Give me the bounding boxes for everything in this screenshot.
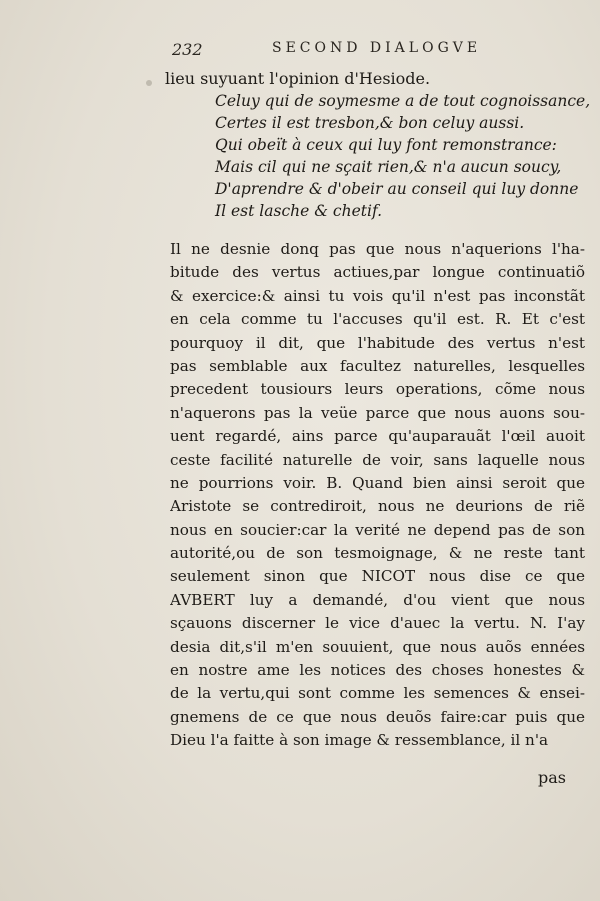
text-line: de la vertu,qui sont comme les semences & ensei- xyxy=(170,684,585,703)
text-line: bitude des vertus actiues,par longue continuatiõ xyxy=(170,263,585,282)
text-line: nous en soucier:car la verité ne depend pas de son xyxy=(170,520,585,539)
verse-line: Celuy qui de soymesme a de tout cognoissance, xyxy=(215,92,591,110)
text-line: AVBERT luy a demandé, d'ou vient que nous xyxy=(170,590,585,609)
text-line: sçauons discerner le vice d'auec la vertu. N. I'ay xyxy=(170,614,585,633)
verse-quotation xyxy=(165,68,591,222)
running-title: SECOND DIALOGVE xyxy=(272,40,482,56)
text-line: seulement sinon que NICOT nous dise ce que xyxy=(170,567,585,586)
text-line: ceste facilité naturelle de voir, sans laquelle nous xyxy=(170,450,585,469)
text-line: Il ne desnie donq pas que nous n'aquerions l'ha- xyxy=(170,240,585,258)
text-line: gnemens de ce que nous deuõs faire:car puis que xyxy=(170,707,585,726)
text-line: autorité,ou de son tesmoignage, & ne reste tant xyxy=(170,544,585,563)
text-line: en cela comme tu l'accuses qu'il est. R. Et c'est xyxy=(170,310,585,329)
verse-intro-line: lieu suyuant l'opinion d'Hesiode. xyxy=(165,69,431,88)
page-header xyxy=(172,38,512,60)
ink-mark xyxy=(146,80,152,86)
text-line: pourquoy il dit, que l'habitude des vertus n'est xyxy=(170,333,585,352)
text-line: en nostre ame les notices des choses honestes & xyxy=(170,661,585,680)
page-number: 232 xyxy=(172,40,203,59)
text-line: uent regardé, ains parce qu'auparauãt l'œil auoit xyxy=(170,427,585,446)
prose-body xyxy=(170,238,585,753)
verse-line: Certes il est tresbon,& bon celuy aussi. xyxy=(215,114,525,132)
catchword: pas xyxy=(538,768,566,787)
verse-line: Qui obeït à ceux qui luy font remonstrance: xyxy=(215,136,557,154)
text-line: Aristote se contrediroit, nous ne deurions de riẽ xyxy=(170,497,585,516)
text-line: desia dit,s'il m'en souuient, que nous auõs ennées xyxy=(170,637,585,656)
text-line: & exercice:& ainsi tu vois qu'il n'est pas inconstãt xyxy=(170,286,585,305)
text-line: Dieu l'a faitte à son image & ressemblance, il n'a xyxy=(170,731,549,750)
text-line: precedent tousiours leurs operations, cõme nous xyxy=(170,380,585,399)
verse-line: D'aprendre & d'obeir au conseil qui luy donne xyxy=(215,180,579,198)
verse-line: Il est lasche & chetif. xyxy=(215,202,383,220)
text-line: n'aquerons pas la veüe parce que nous auons sou- xyxy=(170,403,585,422)
verse-line: Mais cil qui ne sçait rien,& n'a aucun soucy, xyxy=(215,158,562,176)
text-line: pas semblable aux facultez naturelles, lesquelles xyxy=(170,356,585,375)
text-line: ne pourrions voir. B. Quand bien ainsi seroit que xyxy=(170,473,585,492)
